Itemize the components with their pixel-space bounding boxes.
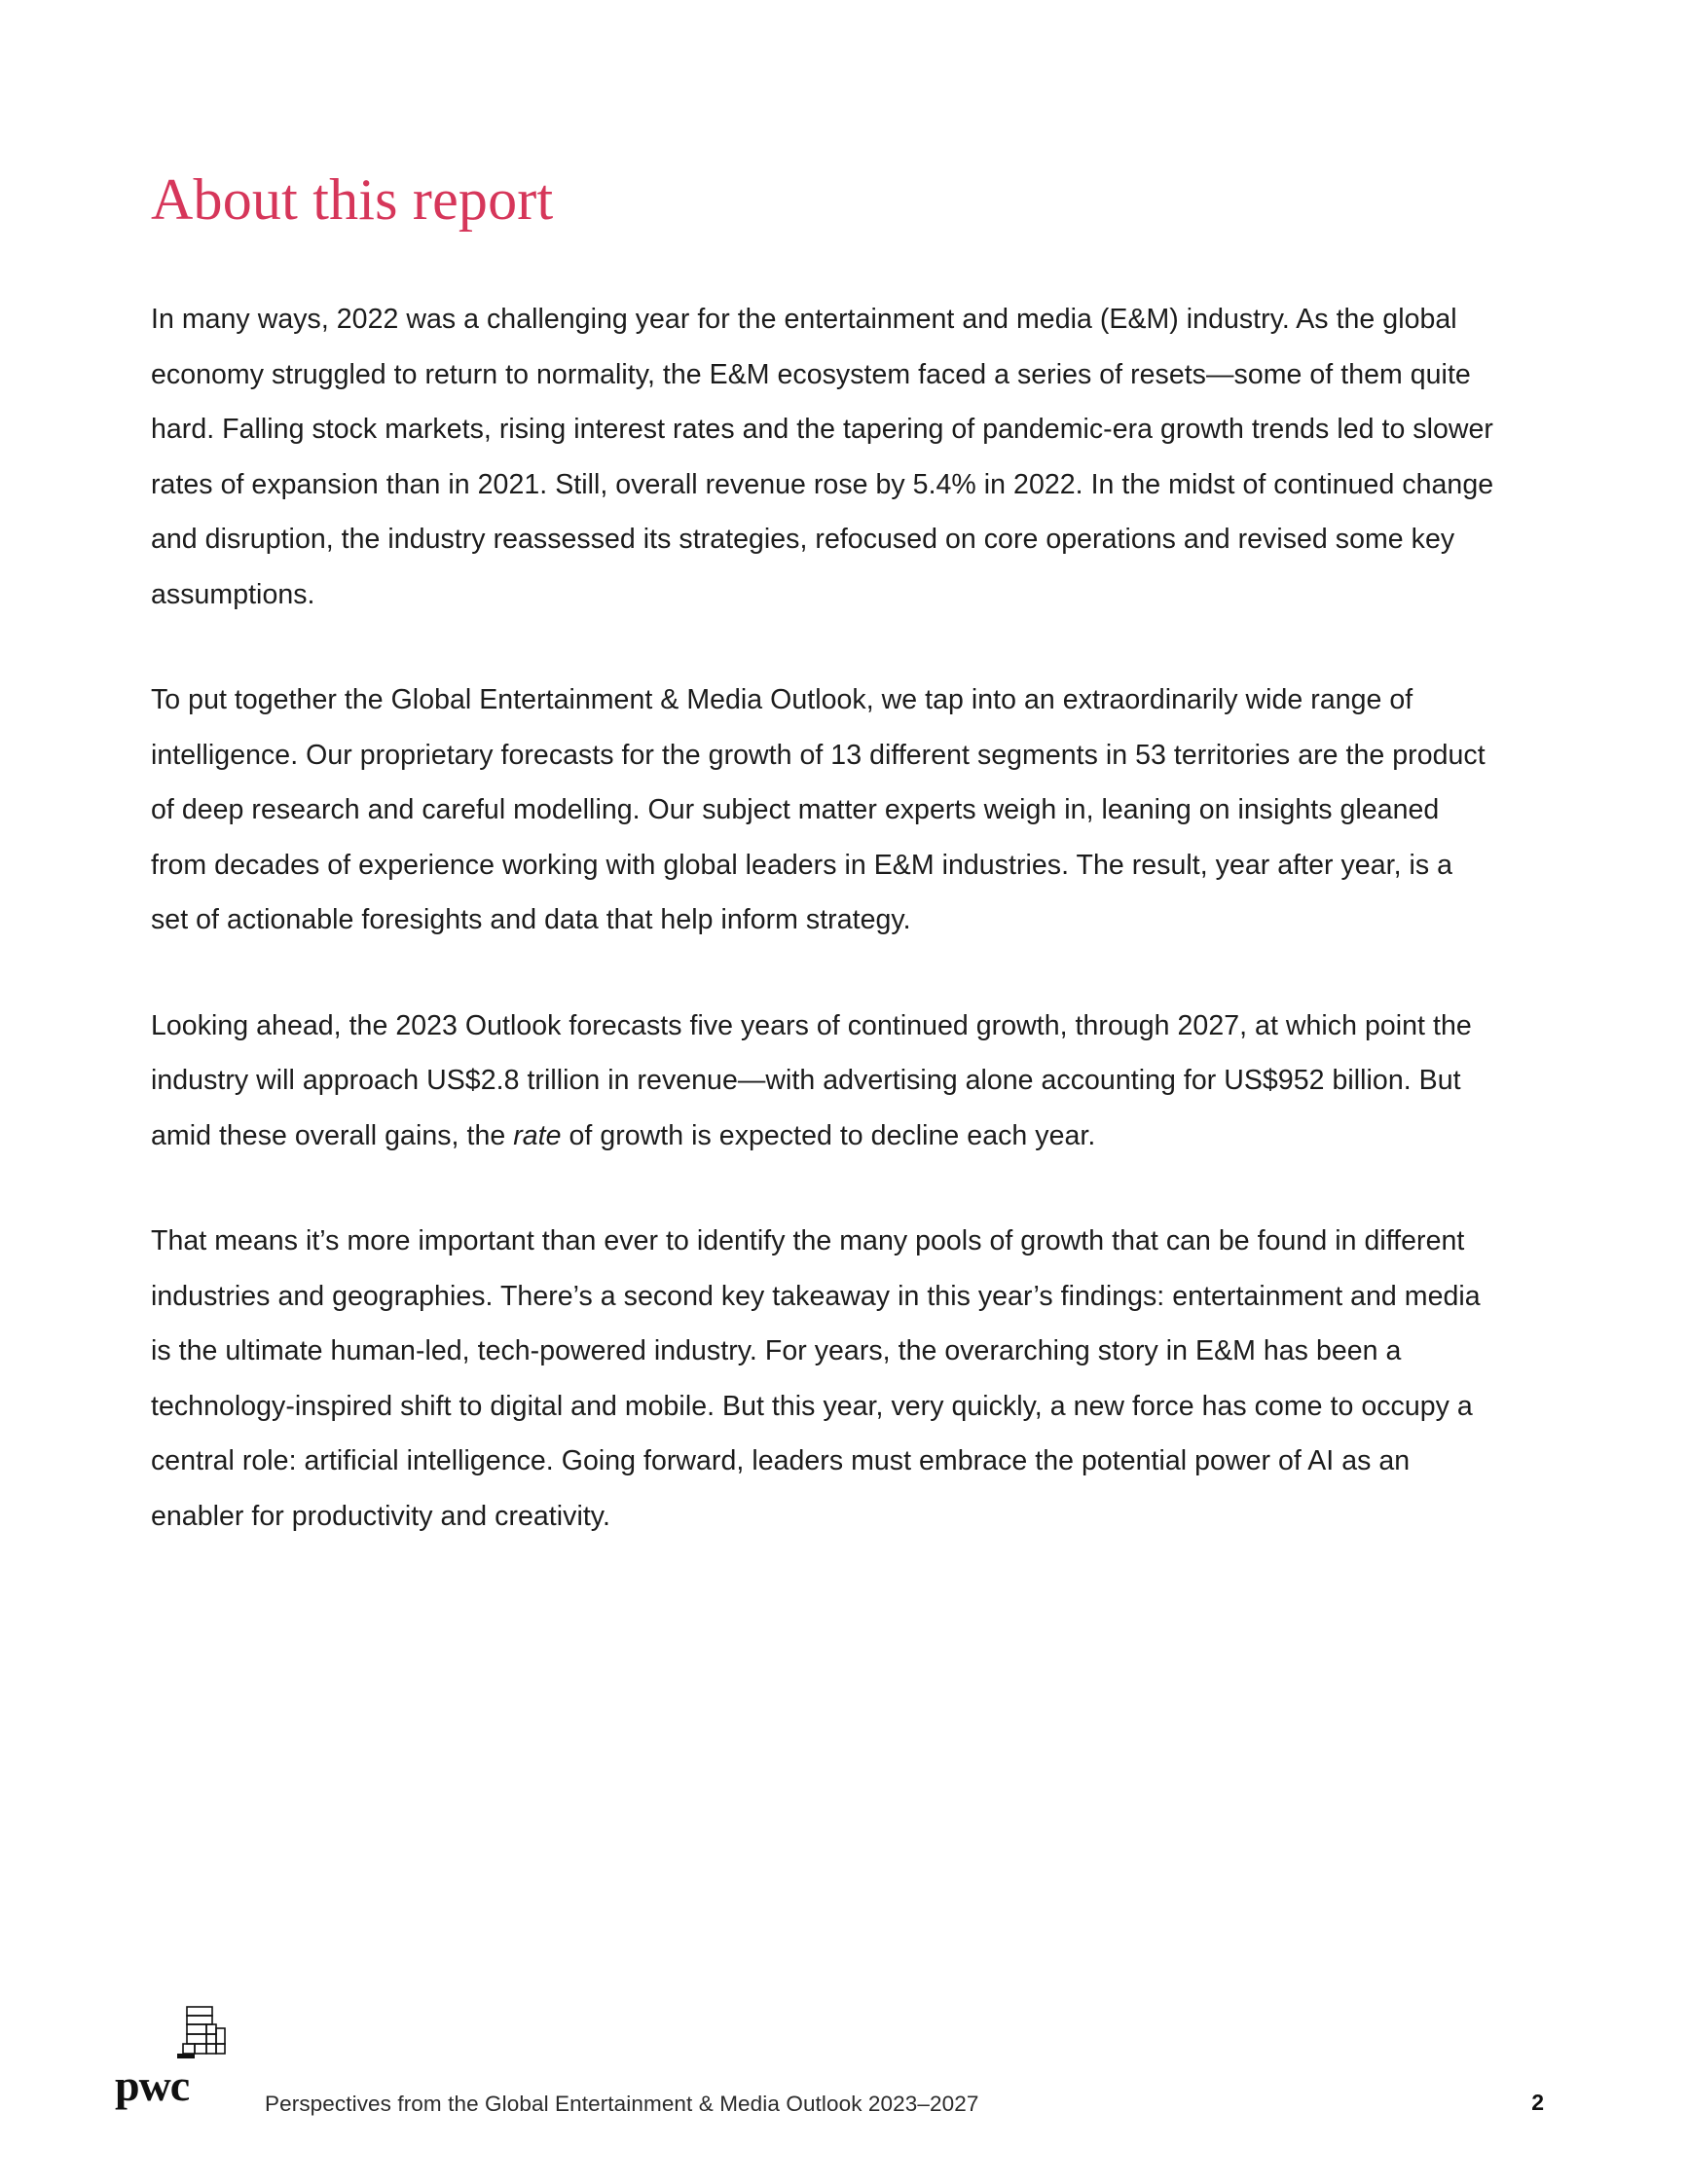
pwc-building-mark-icon (171, 2005, 239, 2065)
footer-source-line: Perspectives from the Global Entertainment & Media Outlook 2023–2027 (265, 2092, 979, 2116)
paragraph-3 (151, 999, 1494, 1164)
paragraph-3-text-before-italic: Looking ahead, the 2023 Outlook forecasts five years of continued growth, through 2027, at which point the industry will approach US$2.8 trillion in revenue—with advertising alone accounting for US$952 billion. But amid these overall gains, the (151, 1009, 1472, 1151)
page-number: 2 (1531, 2090, 1544, 2115)
page-title: About this report (151, 167, 554, 233)
paragraph-4: That means it’s more important than ever to identify the many pools of growth that can be found in different industries and geographies. There’s a second key takeaway in this year’s findings: entertainment and media is the ultimate human-led, tech-powered industry. For years, the overarching story in E&M has been a technology-inspired shift to digital and mobile. But this year, very quickly, a new force has come to occupy a central role: artificial intelligence. Going forward, leaders must embrace the potential power of AI as an enabler for productivity and creativity. (151, 1225, 1481, 1532)
paragraph-3-italic-emphasis: rate (513, 1119, 562, 1151)
paragraph-2: To put together the Global Entertainment & Media Outlook, we tap into an extraordinarily wide range of intelligence. Our proprietary forecasts for the growth of 13 different segments in 53 territories are the product of deep research and careful modelling. Our subject matter experts weigh in, leaning on insights gleaned from decades of experience working with global leaders in E&M industries. The result, year after year, is a set of actionable foresights and data that help inform strategy. (151, 684, 1486, 935)
page-footer (0, 1995, 1688, 2151)
paragraph-3-text-after-italic: of growth is expected to decline each year. (561, 1119, 1096, 1151)
pwc-logo (115, 2005, 271, 2122)
pwc-wordmark: pwc (115, 2060, 190, 2110)
body-content (151, 292, 1494, 1544)
paragraph-1: In many ways, 2022 was a challenging year for the entertainment and media (E&M) industry. As the global economy struggled to return to normality, the E&M ecosystem faced a series of resets—some of them quite hard. Falling stock markets, rising interest rates and the tapering of pandemic-era growth trends led to slower rates of expansion than in 2021. Still, overall revenue rose by 5.4% in 2022. In the midst of continued change and disruption, the industry reassessed its strategies, refocused on core operations and revised some key assumptions. (151, 304, 1494, 610)
